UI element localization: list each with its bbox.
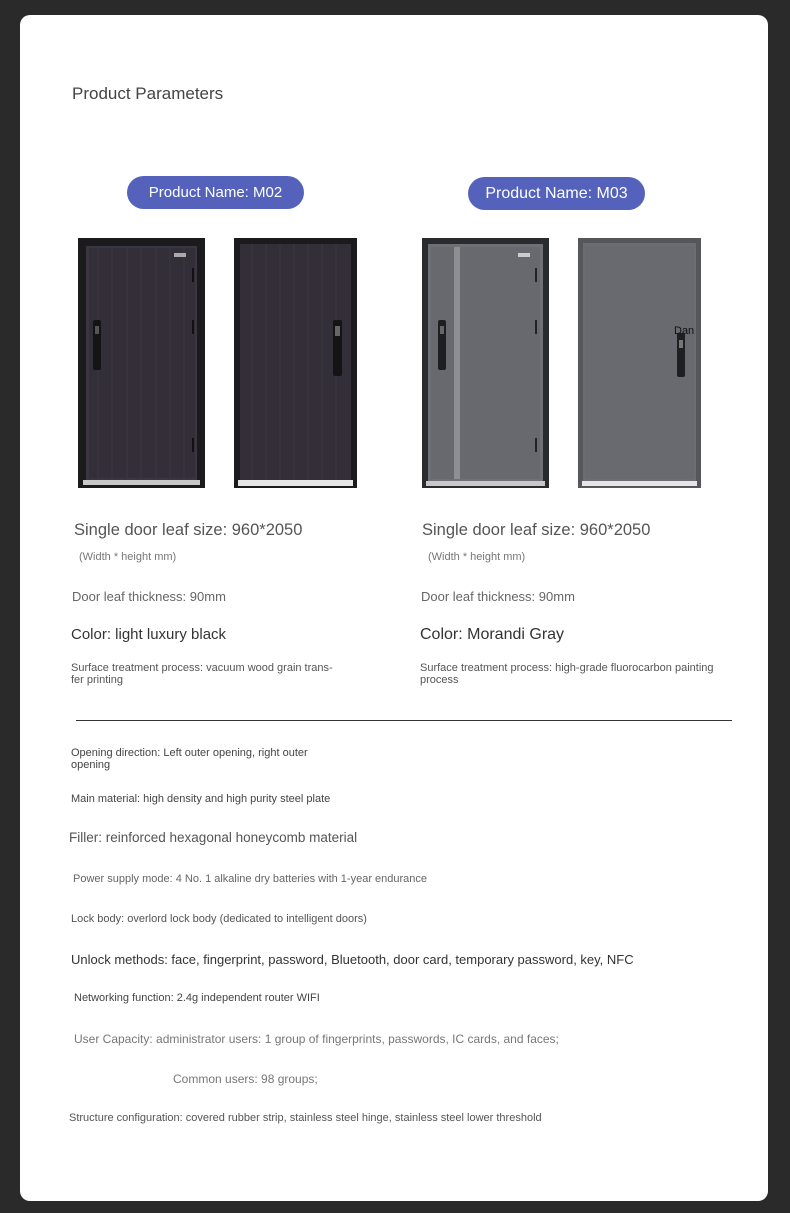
spec-main-material: Main material: high density and high purity steel plate — [71, 793, 331, 805]
spec-user-capacity: User Capacity: administrator users: 1 group of fingerprints, passwords, IC cards, and faces; — [74, 1032, 559, 1046]
door-m03-front-image — [422, 238, 549, 488]
m03-thickness: Door leaf thickness: 90mm — [421, 589, 575, 604]
spec-networking: Networking function: 2.4g independent router WIFI — [74, 992, 320, 1004]
page-title: Product Parameters — [72, 84, 224, 103]
product-card — [20, 15, 768, 1201]
product-name-badge-m03: Product Name: M03 — [468, 177, 645, 210]
section-divider — [76, 720, 732, 721]
m03-color: Color: Morandi Gray — [420, 626, 565, 643]
m03-size: Single door leaf size: 960*2050 — [422, 521, 651, 539]
m03-size-unit: (Width * height mm) — [428, 551, 526, 563]
product-name-badge-m02: Product Name: M02 — [127, 176, 304, 209]
m02-size-unit: (Width * height mm) — [79, 551, 177, 563]
spec-structure: Structure configuration: covered rubber strip, stainless steel hinge, stainless steel lower threshold — [69, 1112, 542, 1124]
door-m02-back-image — [234, 238, 357, 488]
door-m03-back-image — [578, 238, 701, 488]
spec-opening-direction: Opening direction: Left outer opening, right outer opening — [71, 747, 308, 771]
door-label: Dan — [674, 325, 695, 337]
spec-lock-body: Lock body: overlord lock body (dedicated to intelligent doors) — [71, 913, 367, 925]
m02-color: Color: light luxury black — [71, 626, 227, 643]
spec-common-users: Common users: 98 groups; — [173, 1072, 318, 1086]
m02-thickness: Door leaf thickness: 90mm — [72, 589, 226, 604]
spec-filler: Filler: reinforced hexagonal honeycomb material — [69, 830, 358, 845]
m02-size: Single door leaf size: 960*2050 — [74, 521, 303, 539]
door-m02-front-image — [78, 238, 205, 488]
m03-surface-treatment: Surface treatment process: high-grade fluorocarbon painting process — [420, 662, 714, 686]
spec-unlock-methods: Unlock methods: face, fingerprint, password, Bluetooth, door card, temporary password, key, NFC — [71, 952, 634, 967]
m02-surface-treatment: Surface treatment process: vacuum wood grain trans-fer printing — [71, 662, 333, 686]
spec-power-supply: Power supply mode: 4 No. 1 alkaline dry batteries with 1-year endurance — [73, 873, 428, 885]
